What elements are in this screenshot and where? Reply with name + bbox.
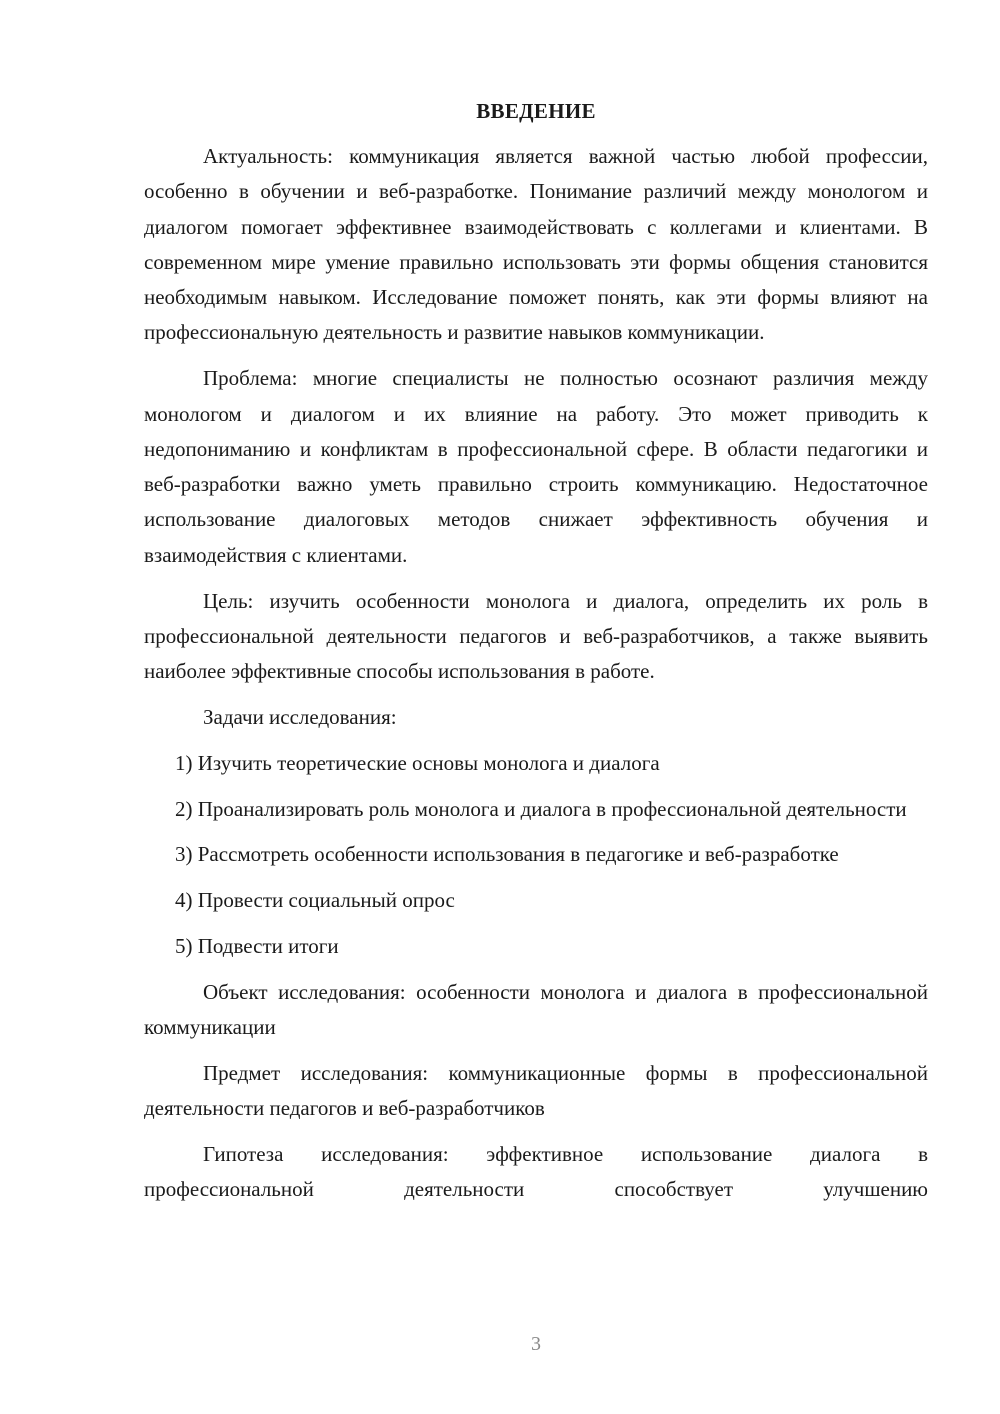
task-item-2: 2) Проанализировать роль монолога и диалога в профессиональной деятельности [175, 796, 907, 821]
relevance-paragraph: Актуальность: коммуникация является важной частью любой профессии, особенно в обучении и веб-разработке. Понимание различий между монологом и диалогом помогает эффективнее взаимодействовать с коллегами и клиентами. В современном мире умение правильно использовать эти формы общения становится необходимым навыком. Исследование поможет понять, как эти формы влияют на профессиональную деятельность и развитие навыков коммуникации. [144, 144, 928, 345]
section-title: ВВЕДЕНИЕ [476, 99, 596, 123]
object-paragraph: Объект исследования: особенности монолога и диалога в профессиональной коммуникации [144, 979, 928, 1040]
document-page [144, 94, 928, 1218]
problem-paragraph: Проблема: многие специалисты не полностью осознают различия между монологом и диалогом и их влияние на работу. Это может приводить к недопониманию и конфликтам в профессиональной сфере. В области педагогики и веб-разработки важно уметь правильно строить коммуникацию. Недостаточное использование диалоговых методов снижает эффективность обучения и взаимодействия с клиентами. [144, 366, 928, 567]
task-item-4: 4) Провести социальный опрос [175, 888, 455, 913]
task-item-5: 5) Подвести итоги [175, 933, 339, 958]
tasks-heading: Задачи исследования: [203, 704, 397, 729]
task-item-3: 3) Рассмотреть особенности использования в педагогике и веб-разработке [175, 842, 839, 867]
task-item-1: 1) Изучить теоретические основы монолога и диалога [175, 750, 660, 775]
page-number: 3 [531, 1333, 541, 1355]
hypothesis-paragraph: Гипотеза исследования: эффективное использование диалога в профессиональной деятельности способствует улучшению [144, 1141, 928, 1202]
subject-paragraph: Предмет исследования: коммуникационные формы в профессиональной деятельности педагогов и веб-разработчиков [144, 1060, 928, 1121]
goal-paragraph: Цель: изучить особенности монолога и диалога, определить их роль в профессиональной деятельности педагогов и веб-разработчиков, а также выявить наиболее эффективные способы использования в работе. [144, 588, 928, 684]
